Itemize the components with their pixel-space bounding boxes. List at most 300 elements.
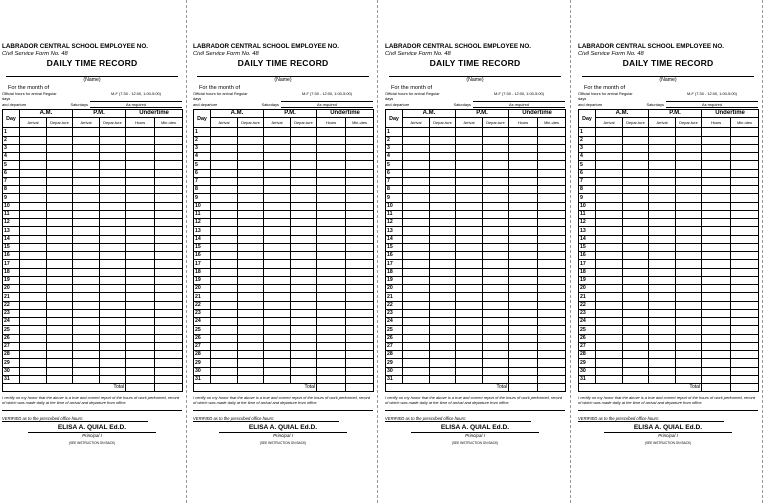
undertime-minutes-cell[interactable]	[346, 367, 374, 375]
pm-departure-cell[interactable]	[100, 285, 126, 293]
pm-departure-cell[interactable]	[100, 334, 126, 342]
undertime-hours-cell[interactable]	[126, 359, 155, 367]
pm-departure-cell[interactable]	[291, 235, 317, 243]
pm-arrival-cell[interactable]	[73, 285, 100, 293]
am-departure-cell[interactable]	[430, 268, 456, 276]
undertime-minutes-cell[interactable]	[155, 301, 183, 309]
am-departure-cell[interactable]	[47, 219, 73, 227]
pm-arrival-cell[interactable]	[456, 268, 483, 276]
pm-arrival-cell[interactable]	[649, 359, 676, 367]
pm-arrival-cell[interactable]	[264, 260, 291, 268]
undertime-hours-cell[interactable]	[509, 334, 538, 342]
undertime-minutes-cell[interactable]	[731, 252, 759, 260]
pm-arrival-cell[interactable]	[456, 128, 483, 136]
undertime-minutes-cell[interactable]	[346, 326, 374, 334]
undertime-minutes-cell[interactable]	[538, 375, 566, 383]
am-departure-cell[interactable]	[238, 285, 264, 293]
undertime-hours-cell[interactable]	[317, 276, 346, 284]
undertime-hours-cell[interactable]	[509, 309, 538, 317]
undertime-hours-cell[interactable]	[126, 318, 155, 326]
pm-arrival-cell[interactable]	[649, 219, 676, 227]
undertime-hours-cell[interactable]	[126, 252, 155, 260]
am-arrival-cell[interactable]	[20, 136, 47, 144]
pm-departure-cell[interactable]	[291, 169, 317, 177]
undertime-hours-cell[interactable]	[702, 293, 731, 301]
undertime-hours-cell[interactable]	[317, 144, 346, 152]
am-arrival-cell[interactable]	[596, 144, 623, 152]
undertime-minutes-cell[interactable]	[731, 342, 759, 350]
pm-arrival-cell[interactable]	[73, 161, 100, 169]
pm-arrival-cell[interactable]	[264, 186, 291, 194]
am-departure-cell[interactable]	[238, 342, 264, 350]
undertime-minutes-cell[interactable]	[538, 243, 566, 251]
pm-arrival-cell[interactable]	[456, 227, 483, 235]
undertime-hours-cell[interactable]	[509, 136, 538, 144]
undertime-hours-cell[interactable]	[509, 367, 538, 375]
am-arrival-cell[interactable]	[403, 351, 430, 359]
pm-arrival-cell[interactable]	[456, 194, 483, 202]
pm-departure-cell[interactable]	[291, 186, 317, 194]
pm-departure-cell[interactable]	[676, 309, 702, 317]
pm-arrival-cell[interactable]	[73, 367, 100, 375]
pm-departure-cell[interactable]	[483, 144, 509, 152]
pm-departure-cell[interactable]	[291, 144, 317, 152]
am-departure-cell[interactable]	[430, 367, 456, 375]
am-arrival-cell[interactable]	[403, 243, 430, 251]
undertime-hours-cell[interactable]	[702, 243, 731, 251]
am-departure-cell[interactable]	[238, 351, 264, 359]
am-departure-cell[interactable]	[47, 334, 73, 342]
undertime-hours-cell[interactable]	[126, 334, 155, 342]
pm-departure-cell[interactable]	[100, 177, 126, 185]
undertime-hours-cell[interactable]	[702, 285, 731, 293]
undertime-minutes-cell[interactable]	[155, 318, 183, 326]
am-departure-cell[interactable]	[238, 128, 264, 136]
pm-arrival-cell[interactable]	[649, 177, 676, 185]
pm-departure-cell[interactable]	[676, 194, 702, 202]
am-departure-cell[interactable]	[47, 144, 73, 152]
pm-departure-cell[interactable]	[100, 136, 126, 144]
am-arrival-cell[interactable]	[403, 136, 430, 144]
am-arrival-cell[interactable]	[403, 153, 430, 161]
undertime-hours-cell[interactable]	[509, 235, 538, 243]
pm-arrival-cell[interactable]	[649, 276, 676, 284]
undertime-hours-cell[interactable]	[126, 128, 155, 136]
pm-departure-cell[interactable]	[676, 367, 702, 375]
pm-arrival-cell[interactable]	[73, 351, 100, 359]
am-arrival-cell[interactable]	[211, 161, 238, 169]
undertime-minutes-cell[interactable]	[731, 309, 759, 317]
am-arrival-cell[interactable]	[211, 326, 238, 334]
undertime-hours-cell[interactable]	[126, 194, 155, 202]
am-arrival-cell[interactable]	[20, 144, 47, 152]
am-arrival-cell[interactable]	[211, 177, 238, 185]
undertime-hours-cell[interactable]	[126, 243, 155, 251]
am-arrival-cell[interactable]	[211, 268, 238, 276]
pm-arrival-cell[interactable]	[73, 136, 100, 144]
am-departure-cell[interactable]	[430, 351, 456, 359]
total-hours-cell[interactable]	[509, 384, 538, 392]
am-arrival-cell[interactable]	[596, 243, 623, 251]
am-arrival-cell[interactable]	[20, 128, 47, 136]
am-arrival-cell[interactable]	[211, 375, 238, 383]
undertime-minutes-cell[interactable]	[731, 334, 759, 342]
pm-departure-cell[interactable]	[676, 161, 702, 169]
am-arrival-cell[interactable]	[211, 285, 238, 293]
pm-arrival-cell[interactable]	[264, 161, 291, 169]
pm-departure-cell[interactable]	[483, 268, 509, 276]
undertime-hours-cell[interactable]	[126, 169, 155, 177]
pm-departure-cell[interactable]	[291, 285, 317, 293]
am-arrival-cell[interactable]	[403, 260, 430, 268]
am-arrival-cell[interactable]	[20, 219, 47, 227]
pm-departure-cell[interactable]	[100, 128, 126, 136]
am-departure-cell[interactable]	[47, 128, 73, 136]
total-minutes-cell[interactable]	[155, 384, 183, 392]
am-departure-cell[interactable]	[623, 161, 649, 169]
am-arrival-cell[interactable]	[20, 252, 47, 260]
undertime-minutes-cell[interactable]	[155, 276, 183, 284]
pm-departure-cell[interactable]	[483, 219, 509, 227]
pm-arrival-cell[interactable]	[264, 285, 291, 293]
am-departure-cell[interactable]	[430, 177, 456, 185]
pm-departure-cell[interactable]	[483, 260, 509, 268]
undertime-minutes-cell[interactable]	[731, 351, 759, 359]
undertime-minutes-cell[interactable]	[346, 268, 374, 276]
am-arrival-cell[interactable]	[596, 161, 623, 169]
undertime-hours-cell[interactable]	[317, 301, 346, 309]
pm-arrival-cell[interactable]	[649, 136, 676, 144]
am-departure-cell[interactable]	[623, 367, 649, 375]
undertime-hours-cell[interactable]	[702, 169, 731, 177]
undertime-minutes-cell[interactable]	[155, 136, 183, 144]
am-departure-cell[interactable]	[430, 252, 456, 260]
am-arrival-cell[interactable]	[596, 318, 623, 326]
undertime-hours-cell[interactable]	[126, 367, 155, 375]
pm-arrival-cell[interactable]	[649, 169, 676, 177]
am-departure-cell[interactable]	[430, 285, 456, 293]
pm-arrival-cell[interactable]	[73, 276, 100, 284]
am-arrival-cell[interactable]	[211, 202, 238, 210]
employee-signature-line[interactable]	[578, 410, 758, 411]
am-departure-cell[interactable]	[238, 367, 264, 375]
undertime-minutes-cell[interactable]	[731, 210, 759, 218]
am-arrival-cell[interactable]	[403, 227, 430, 235]
undertime-minutes-cell[interactable]	[538, 235, 566, 243]
pm-arrival-cell[interactable]	[456, 153, 483, 161]
am-departure-cell[interactable]	[238, 309, 264, 317]
pm-arrival-cell[interactable]	[649, 301, 676, 309]
pm-departure-cell[interactable]	[100, 260, 126, 268]
pm-departure-cell[interactable]	[291, 301, 317, 309]
pm-arrival-cell[interactable]	[73, 309, 100, 317]
am-departure-cell[interactable]	[623, 285, 649, 293]
pm-arrival-cell[interactable]	[456, 375, 483, 383]
pm-departure-cell[interactable]	[100, 144, 126, 152]
am-departure-cell[interactable]	[47, 309, 73, 317]
undertime-minutes-cell[interactable]	[538, 202, 566, 210]
pm-departure-cell[interactable]	[676, 318, 702, 326]
pm-departure-cell[interactable]	[291, 342, 317, 350]
undertime-minutes-cell[interactable]	[538, 301, 566, 309]
pm-departure-cell[interactable]	[291, 153, 317, 161]
undertime-minutes-cell[interactable]	[346, 210, 374, 218]
undertime-hours-cell[interactable]	[509, 202, 538, 210]
pm-departure-cell[interactable]	[483, 293, 509, 301]
undertime-minutes-cell[interactable]	[155, 285, 183, 293]
am-departure-cell[interactable]	[623, 342, 649, 350]
undertime-hours-cell[interactable]	[702, 342, 731, 350]
am-departure-cell[interactable]	[238, 318, 264, 326]
undertime-minutes-cell[interactable]	[346, 252, 374, 260]
pm-departure-cell[interactable]	[676, 227, 702, 235]
am-arrival-cell[interactable]	[596, 186, 623, 194]
pm-arrival-cell[interactable]	[456, 301, 483, 309]
undertime-hours-cell[interactable]	[702, 210, 731, 218]
pm-departure-cell[interactable]	[100, 161, 126, 169]
undertime-minutes-cell[interactable]	[346, 177, 374, 185]
pm-departure-cell[interactable]	[100, 252, 126, 260]
pm-arrival-cell[interactable]	[649, 161, 676, 169]
pm-departure-cell[interactable]	[676, 144, 702, 152]
am-arrival-cell[interactable]	[20, 367, 47, 375]
am-arrival-cell[interactable]	[211, 276, 238, 284]
undertime-minutes-cell[interactable]	[731, 161, 759, 169]
pm-departure-cell[interactable]	[483, 210, 509, 218]
pm-arrival-cell[interactable]	[264, 326, 291, 334]
am-departure-cell[interactable]	[238, 194, 264, 202]
pm-departure-cell[interactable]	[291, 334, 317, 342]
undertime-hours-cell[interactable]	[126, 202, 155, 210]
pm-departure-cell[interactable]	[483, 301, 509, 309]
pm-arrival-cell[interactable]	[73, 128, 100, 136]
pm-departure-cell[interactable]	[676, 285, 702, 293]
undertime-hours-cell[interactable]	[126, 375, 155, 383]
am-departure-cell[interactable]	[430, 210, 456, 218]
am-departure-cell[interactable]	[238, 136, 264, 144]
undertime-hours-cell[interactable]	[509, 301, 538, 309]
undertime-hours-cell[interactable]	[509, 243, 538, 251]
undertime-minutes-cell[interactable]	[538, 128, 566, 136]
pm-departure-cell[interactable]	[100, 210, 126, 218]
am-departure-cell[interactable]	[430, 128, 456, 136]
undertime-hours-cell[interactable]	[317, 367, 346, 375]
am-departure-cell[interactable]	[47, 136, 73, 144]
pm-departure-cell[interactable]	[291, 194, 317, 202]
am-departure-cell[interactable]	[238, 252, 264, 260]
undertime-minutes-cell[interactable]	[346, 334, 374, 342]
pm-arrival-cell[interactable]	[649, 326, 676, 334]
pm-departure-cell[interactable]	[676, 359, 702, 367]
undertime-minutes-cell[interactable]	[155, 367, 183, 375]
undertime-hours-cell[interactable]	[317, 210, 346, 218]
pm-departure-cell[interactable]	[291, 128, 317, 136]
undertime-minutes-cell[interactable]	[731, 375, 759, 383]
undertime-minutes-cell[interactable]	[538, 186, 566, 194]
pm-departure-cell[interactable]	[676, 268, 702, 276]
am-arrival-cell[interactable]	[403, 268, 430, 276]
am-departure-cell[interactable]	[47, 169, 73, 177]
pm-arrival-cell[interactable]	[649, 144, 676, 152]
am-departure-cell[interactable]	[430, 219, 456, 227]
undertime-minutes-cell[interactable]	[346, 161, 374, 169]
pm-departure-cell[interactable]	[291, 161, 317, 169]
undertime-hours-cell[interactable]	[509, 375, 538, 383]
pm-arrival-cell[interactable]	[649, 243, 676, 251]
undertime-hours-cell[interactable]	[702, 153, 731, 161]
pm-arrival-cell[interactable]	[264, 301, 291, 309]
am-departure-cell[interactable]	[238, 334, 264, 342]
pm-arrival-cell[interactable]	[73, 252, 100, 260]
undertime-minutes-cell[interactable]	[346, 359, 374, 367]
undertime-hours-cell[interactable]	[702, 252, 731, 260]
undertime-minutes-cell[interactable]	[155, 351, 183, 359]
am-departure-cell[interactable]	[47, 375, 73, 383]
pm-arrival-cell[interactable]	[456, 136, 483, 144]
undertime-hours-cell[interactable]	[702, 276, 731, 284]
undertime-hours-cell[interactable]	[509, 252, 538, 260]
pm-arrival-cell[interactable]	[264, 375, 291, 383]
am-arrival-cell[interactable]	[211, 351, 238, 359]
pm-arrival-cell[interactable]	[456, 235, 483, 243]
undertime-hours-cell[interactable]	[509, 318, 538, 326]
undertime-minutes-cell[interactable]	[731, 136, 759, 144]
pm-departure-cell[interactable]	[676, 177, 702, 185]
am-departure-cell[interactable]	[623, 153, 649, 161]
pm-arrival-cell[interactable]	[456, 285, 483, 293]
pm-departure-cell[interactable]	[483, 375, 509, 383]
pm-departure-cell[interactable]	[676, 186, 702, 194]
pm-arrival-cell[interactable]	[73, 375, 100, 383]
pm-departure-cell[interactable]	[291, 260, 317, 268]
undertime-minutes-cell[interactable]	[538, 285, 566, 293]
undertime-hours-cell[interactable]	[702, 334, 731, 342]
am-arrival-cell[interactable]	[403, 235, 430, 243]
am-departure-cell[interactable]	[430, 161, 456, 169]
am-departure-cell[interactable]	[47, 227, 73, 235]
am-arrival-cell[interactable]	[596, 260, 623, 268]
pm-departure-cell[interactable]	[291, 136, 317, 144]
undertime-minutes-cell[interactable]	[346, 186, 374, 194]
undertime-minutes-cell[interactable]	[346, 219, 374, 227]
pm-arrival-cell[interactable]	[264, 235, 291, 243]
undertime-hours-cell[interactable]	[317, 252, 346, 260]
pm-arrival-cell[interactable]	[73, 202, 100, 210]
pm-arrival-cell[interactable]	[264, 153, 291, 161]
undertime-hours-cell[interactable]	[126, 276, 155, 284]
pm-departure-cell[interactable]	[483, 334, 509, 342]
am-arrival-cell[interactable]	[20, 186, 47, 194]
pm-departure-cell[interactable]	[676, 128, 702, 136]
pm-arrival-cell[interactable]	[456, 202, 483, 210]
am-arrival-cell[interactable]	[211, 367, 238, 375]
am-departure-cell[interactable]	[47, 202, 73, 210]
undertime-minutes-cell[interactable]	[731, 177, 759, 185]
pm-departure-cell[interactable]	[100, 351, 126, 359]
undertime-minutes-cell[interactable]	[538, 334, 566, 342]
pm-arrival-cell[interactable]	[264, 177, 291, 185]
undertime-minutes-cell[interactable]	[155, 252, 183, 260]
undertime-hours-cell[interactable]	[509, 359, 538, 367]
undertime-minutes-cell[interactable]	[346, 260, 374, 268]
pm-departure-cell[interactable]	[676, 375, 702, 383]
undertime-hours-cell[interactable]	[317, 153, 346, 161]
pm-departure-cell[interactable]	[291, 351, 317, 359]
am-arrival-cell[interactable]	[403, 334, 430, 342]
pm-arrival-cell[interactable]	[264, 243, 291, 251]
undertime-minutes-cell[interactable]	[731, 359, 759, 367]
am-departure-cell[interactable]	[238, 227, 264, 235]
undertime-hours-cell[interactable]	[317, 136, 346, 144]
am-departure-cell[interactable]	[47, 194, 73, 202]
pm-departure-cell[interactable]	[676, 351, 702, 359]
undertime-hours-cell[interactable]	[509, 128, 538, 136]
undertime-minutes-cell[interactable]	[538, 210, 566, 218]
pm-departure-cell[interactable]	[100, 326, 126, 334]
am-departure-cell[interactable]	[238, 235, 264, 243]
pm-departure-cell[interactable]	[483, 243, 509, 251]
undertime-minutes-cell[interactable]	[346, 153, 374, 161]
undertime-hours-cell[interactable]	[126, 161, 155, 169]
undertime-minutes-cell[interactable]	[731, 301, 759, 309]
name-field[interactable]	[197, 76, 369, 85]
am-arrival-cell[interactable]	[211, 153, 238, 161]
pm-departure-cell[interactable]	[676, 252, 702, 260]
am-departure-cell[interactable]	[47, 326, 73, 334]
undertime-hours-cell[interactable]	[126, 235, 155, 243]
am-arrival-cell[interactable]	[211, 128, 238, 136]
am-departure-cell[interactable]	[430, 293, 456, 301]
undertime-hours-cell[interactable]	[509, 186, 538, 194]
pm-departure-cell[interactable]	[676, 202, 702, 210]
undertime-hours-cell[interactable]	[126, 326, 155, 334]
pm-arrival-cell[interactable]	[264, 359, 291, 367]
am-departure-cell[interactable]	[623, 293, 649, 301]
am-departure-cell[interactable]	[238, 169, 264, 177]
pm-arrival-cell[interactable]	[456, 252, 483, 260]
undertime-hours-cell[interactable]	[509, 268, 538, 276]
am-departure-cell[interactable]	[238, 177, 264, 185]
pm-departure-cell[interactable]	[100, 359, 126, 367]
undertime-hours-cell[interactable]	[126, 268, 155, 276]
pm-arrival-cell[interactable]	[649, 293, 676, 301]
undertime-minutes-cell[interactable]	[155, 243, 183, 251]
am-departure-cell[interactable]	[238, 359, 264, 367]
undertime-hours-cell[interactable]	[317, 128, 346, 136]
undertime-minutes-cell[interactable]	[538, 309, 566, 317]
undertime-minutes-cell[interactable]	[538, 268, 566, 276]
undertime-minutes-cell[interactable]	[538, 136, 566, 144]
undertime-minutes-cell[interactable]	[538, 318, 566, 326]
undertime-hours-cell[interactable]	[702, 227, 731, 235]
undertime-minutes-cell[interactable]	[155, 334, 183, 342]
pm-departure-cell[interactable]	[100, 194, 126, 202]
am-departure-cell[interactable]	[623, 318, 649, 326]
am-arrival-cell[interactable]	[403, 367, 430, 375]
am-arrival-cell[interactable]	[596, 375, 623, 383]
pm-arrival-cell[interactable]	[73, 169, 100, 177]
undertime-hours-cell[interactable]	[317, 186, 346, 194]
undertime-minutes-cell[interactable]	[731, 144, 759, 152]
pm-departure-cell[interactable]	[100, 235, 126, 243]
undertime-hours-cell[interactable]	[702, 177, 731, 185]
pm-arrival-cell[interactable]	[264, 334, 291, 342]
pm-departure-cell[interactable]	[100, 186, 126, 194]
undertime-minutes-cell[interactable]	[731, 260, 759, 268]
am-arrival-cell[interactable]	[403, 202, 430, 210]
undertime-hours-cell[interactable]	[126, 136, 155, 144]
pm-departure-cell[interactable]	[676, 243, 702, 251]
